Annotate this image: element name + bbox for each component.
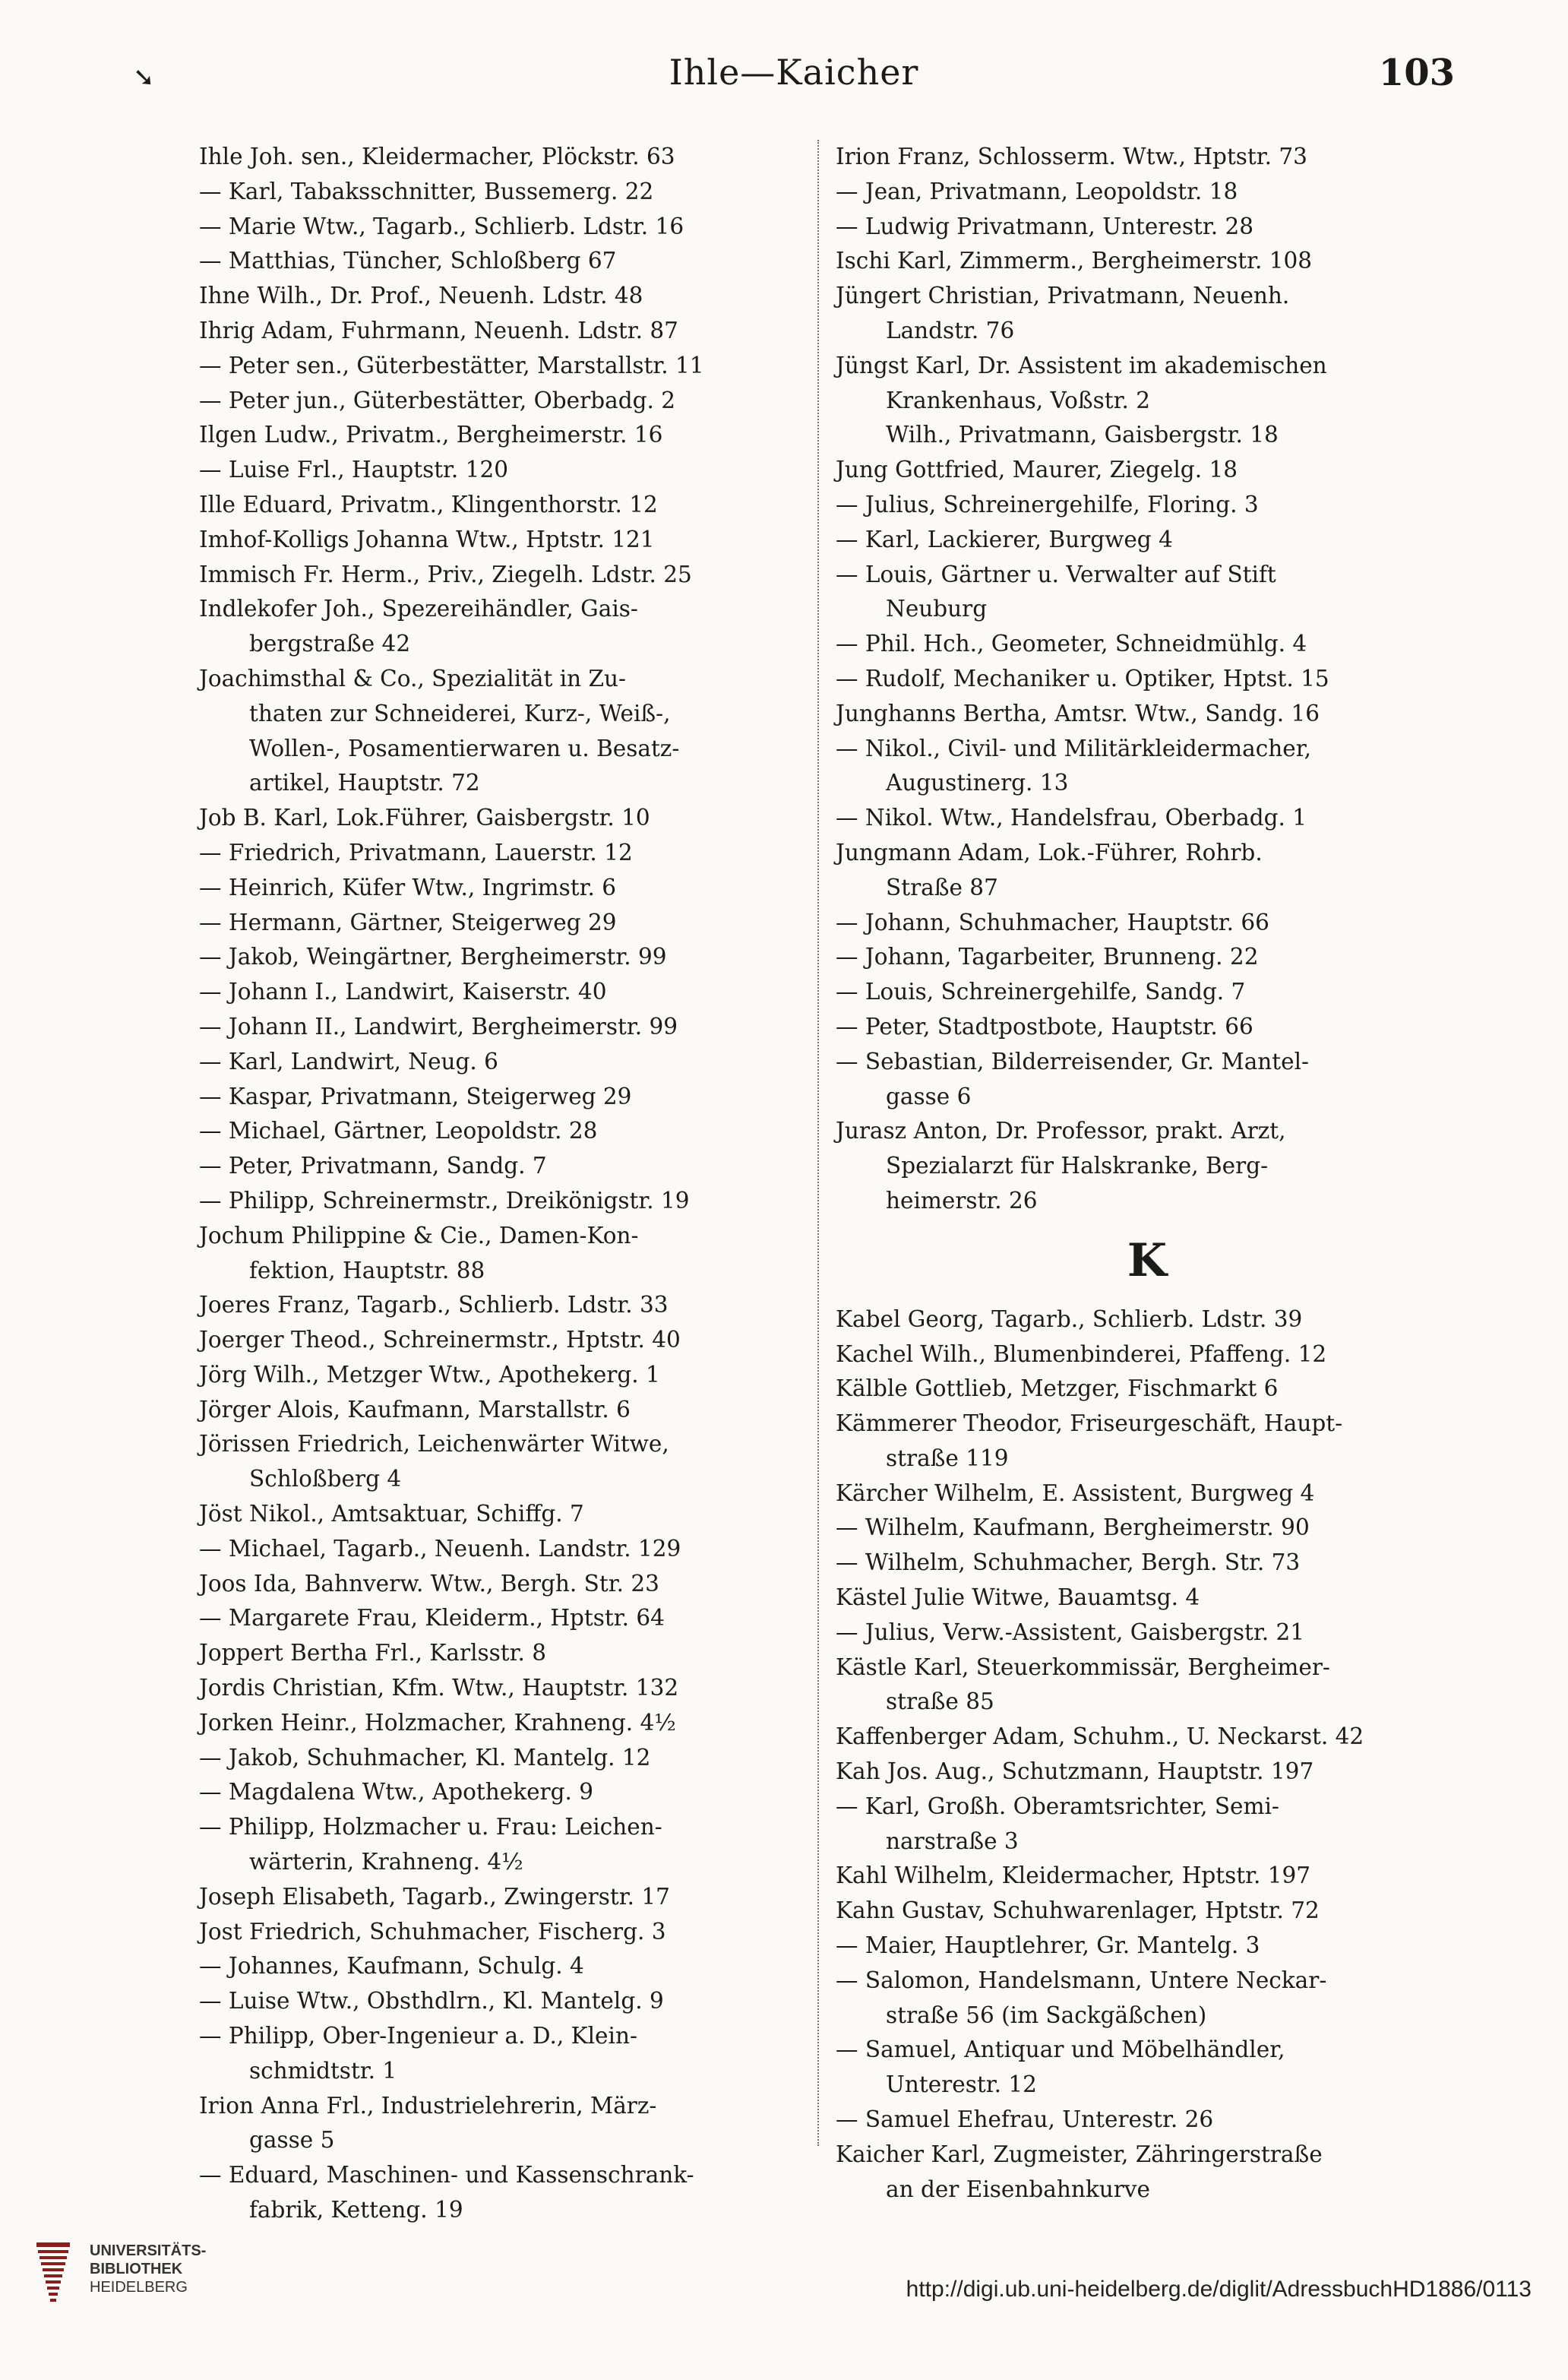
directory-entry: — Philipp, Schreinermstr., Dreikönigstr. 19 — [199, 1187, 690, 1214]
directory-entry: Ihne Wilh., Dr. Prof., Neuenh. Ldstr. 48 — [199, 283, 643, 309]
directory-entry: — Wilhelm, Schuhmacher, Bergh. Str. 73 — [836, 1549, 1301, 1576]
directory-entry: Kärcher Wilhelm, E. Assistent, Burgweg 4 — [836, 1480, 1315, 1506]
directory-entry: Jungmann Adam, Lok.-Führer, Rohrb. — [836, 839, 1263, 866]
directory-entry: Kahl Wilhelm, Kleidermacher, Hptstr. 197 — [836, 1863, 1311, 1889]
directory-entry: Jöst Nikol., Amtsaktuar, Schiffg. 7 — [199, 1501, 584, 1527]
directory-entry: — Johann, Schuhmacher, Hauptstr. 66 — [836, 909, 1269, 935]
directory-entry: — Eduard, Maschinen- und Kassenschrank- — [199, 2162, 694, 2189]
institution-line-1: UNIVERSITÄTS- — [90, 2242, 207, 2259]
page-header — [133, 46, 1455, 106]
directory-entry: Joachimsthal & Co., Spezialität in Zu- — [199, 665, 627, 692]
entry-continuation: Spezialarzt für Halskranke, Berg- — [886, 1153, 1269, 1179]
entry-continuation: artikel, Hauptstr. 72 — [249, 770, 480, 796]
directory-entry: — Johann, Tagarbeiter, Brunneng. 22 — [836, 944, 1259, 970]
source-url[interactable]: http://digi.ub.uni-heidelberg.de/diglit/AdressbuchHD1886/0113 — [906, 2277, 1532, 2302]
directory-entry: — Samuel, Antiquar und Möbelhändler, — [836, 2037, 1285, 2063]
directory-entry: — Julius, Schreinergehilfe, Floring. 3 — [836, 491, 1259, 517]
directory-entry: Joppert Bertha Frl., Karlsstr. 8 — [199, 1640, 547, 1666]
directory-entry: — Philipp, Ober-Ingenieur a. D., Klein- — [199, 2023, 637, 2049]
directory-entry: — Peter sen., Güterbestätter, Marstallstr. 11 — [199, 352, 704, 378]
directory-entry: Kälble Gottlieb, Metzger, Fischmarkt 6 — [836, 1375, 1279, 1402]
directory-entry: Job B. Karl, Lok.Führer, Gaisbergstr. 10 — [199, 805, 650, 831]
directory-entry: Irion Franz, Schlosserm. Wtw., Hptstr. 73 — [836, 144, 1307, 169]
directory-entry: — Karl, Landwirt, Neug. 6 — [199, 1048, 498, 1074]
directory-entry: — Salomon, Handelsmann, Untere Neckar- — [836, 1967, 1327, 1993]
directory-entry: Jorken Heinr., Holzmacher, Krahneng. 4½ — [199, 1709, 676, 1736]
directory-entry: Kah Jos. Aug., Schutzmann, Hauptstr. 197 — [836, 1758, 1314, 1785]
entry-continuation: Krankenhaus, Voßstr. 2 — [886, 387, 1150, 413]
directory-entry: — Rudolf, Mechaniker u. Optiker, Hptst. 15 — [836, 665, 1329, 692]
entry-continuation: gasse 5 — [249, 2127, 335, 2154]
entry-continuation: gasse 6 — [886, 1083, 972, 1109]
directory-entry: Ihle Joh. sen., Kleidermacher, Plöckstr. 63 — [199, 144, 675, 169]
page-number: 103 — [1378, 52, 1455, 94]
right-column-entries-k — [836, 1302, 1459, 2208]
entry-continuation: an der Eisenbahnkurve — [886, 2176, 1150, 2202]
directory-entry: Joeres Franz, Tagarb., Schlierb. Ldstr. 33 — [199, 1292, 669, 1318]
directory-entry: — Phil. Hch., Geometer, Schneidmühlg. 4 — [836, 631, 1307, 657]
directory-entry: Ille Eduard, Privatm., Klingenthorstr. 12 — [199, 491, 658, 517]
directory-entry: Jochum Philippine & Cie., Damen-Kon- — [199, 1222, 639, 1249]
directory-entry: — Friedrich, Privatmann, Lauerstr. 12 — [199, 839, 633, 866]
directory-entry: Kachel Wilh., Blumenbinderei, Pfaffeng. 12 — [836, 1340, 1327, 1367]
directory-entry: — Hermann, Gärtner, Steigerweg 29 — [199, 909, 617, 935]
directory-entry: — Louis, Gärtner u. Verwalter auf Stift — [836, 561, 1276, 587]
entry-continuation: wärterin, Krahneng. 4½ — [249, 1849, 523, 1875]
directory-entry: Kästle Karl, Steuerkommissär, Bergheimer- — [836, 1654, 1330, 1680]
directory-entry: Joseph Elisabeth, Tagarb., Zwingerstr. 17 — [199, 1883, 670, 1910]
directory-entry: Ilgen Ludw., Privatm., Bergheimerstr. 16 — [199, 422, 663, 448]
directory-entry: — Karl, Tabaksschnitter, Bussemerg. 22 — [199, 178, 654, 204]
directory-entry: — Jakob, Schuhmacher, Kl. Mantelg. 12 — [199, 1744, 651, 1771]
directory-entry: — Peter, Privatmann, Sandg. 7 — [199, 1153, 547, 1179]
directory-entry: Joos Ida, Bahnverw. Wtw., Bergh. Str. 23 — [199, 1570, 659, 1597]
directory-entry: Jörg Wilh., Metzger Wtw., Apothekerg. 1 — [199, 1361, 660, 1388]
column-divider — [817, 140, 819, 2146]
right-column-entries-i-j — [836, 140, 1459, 1219]
directory-entry: Kaffenberger Adam, Schuhm., U. Neckarst. 42 — [836, 1723, 1364, 1750]
pointer-mark: ➘ — [133, 62, 155, 93]
directory-entry: — Marie Wtw., Tagarb., Schlierb. Ldstr. 16 — [199, 213, 684, 239]
entry-continuation: Augustinerg. 13 — [886, 770, 1069, 796]
directory-entry: Immisch Fr. Herm., Priv., Ziegelh. Ldstr. 25 — [199, 561, 692, 587]
directory-entry: — Michael, Gärtner, Leopoldstr. 28 — [199, 1118, 598, 1144]
directory-entry: — Johann II., Landwirt, Bergheimerstr. 99 — [199, 1013, 678, 1040]
university-seal-icon — [30, 2238, 76, 2306]
directory-entry: — Nikol. Wtw., Handelsfrau, Oberbadg. 1 — [836, 805, 1307, 831]
entry-continuation: straße 56 (im Sackgäßchen) — [886, 2002, 1207, 2028]
directory-entry: Ischi Karl, Zimmerm., Bergheimerstr. 108 — [836, 248, 1313, 274]
running-head: Ihle—Kaicher — [669, 52, 919, 93]
left-column — [199, 140, 822, 2228]
section-letter: K — [1127, 1233, 1168, 1287]
entry-continuation: thaten zur Schneiderei, Kurz-, Weiß-, — [249, 700, 671, 726]
directory-entry: Indlekofer Joh., Spezereihändler, Gais- — [199, 596, 638, 622]
directory-entry: — Jean, Privatmann, Leopoldstr. 18 — [836, 178, 1238, 204]
directory-entry: Kaicher Karl, Zugmeister, Zähringerstraße — [836, 2141, 1323, 2167]
institution-name — [90, 2242, 206, 2296]
entry-continuation: Unterestr. 12 — [886, 2071, 1037, 2098]
page-footer — [0, 2219, 1568, 2380]
directory-entry: Kästel Julie Witwe, Bauamtsg. 4 — [836, 1584, 1200, 1611]
directory-entry: Jüngert Christian, Privatmann, Neuenh. — [836, 283, 1290, 309]
entry-continuation: Wilh., Privatmann, Gaisbergstr. 18 — [886, 422, 1279, 448]
directory-entry: — Samuel Ehefrau, Unterestr. 26 — [836, 2106, 1214, 2133]
directory-entry: — Ludwig Privatmann, Unterestr. 28 — [836, 213, 1253, 239]
directory-entry: Jüngst Karl, Dr. Assistent im akademischen — [836, 352, 1327, 378]
directory-entry: — Philipp, Holzmacher u. Frau: Leichen- — [199, 1814, 662, 1840]
entry-continuation: schmidtstr. 1 — [249, 2057, 397, 2084]
entry-continuation: Landstr. 76 — [886, 317, 1015, 343]
entry-continuation: Schloßberg 4 — [249, 1466, 402, 1492]
entry-continuation: Wollen-, Posamentierwaren u. Besatz- — [249, 735, 680, 761]
entry-continuation: bergstraße 42 — [249, 631, 411, 657]
entry-continuation: heimerstr. 26 — [886, 1187, 1038, 1214]
directory-entry: Kabel Georg, Tagarb., Schlierb. Ldstr. 39 — [836, 1306, 1303, 1332]
directory-entry: — Peter, Stadtpostbote, Hauptstr. 66 — [836, 1013, 1253, 1040]
directory-entry: Ihrig Adam, Fuhrmann, Neuenh. Ldstr. 87 — [199, 317, 678, 343]
directory-entry: — Nikol., Civil- und Militärkleidermacher, — [836, 735, 1311, 761]
entry-continuation: straße 85 — [886, 1688, 994, 1715]
institution-line-2: BIBLIOTHEK — [90, 2261, 183, 2277]
directory-entry: Jörger Alois, Kaufmann, Marstallstr. 6 — [199, 1396, 631, 1423]
directory-entry: — Karl, Lackierer, Burgweg 4 — [836, 526, 1173, 552]
entry-continuation: fabrik, Ketteng. 19 — [249, 2197, 463, 2223]
directory-entry: Irion Anna Frl., Industrielehrerin, März- — [199, 2092, 657, 2119]
directory-entry: Jost Friedrich, Schuhmacher, Fischerg. 3 — [199, 1918, 666, 1945]
directory-entry: — Johann I., Landwirt, Kaiserstr. 40 — [199, 979, 607, 1005]
directory-entry: — Sebastian, Bilderreisender, Gr. Mantel- — [836, 1048, 1310, 1074]
directory-entry: — Maier, Hauptlehrer, Gr. Mantelg. 3 — [836, 1932, 1260, 1959]
directory-entry: Imhof-Kolligs Johanna Wtw., Hptstr. 121 — [199, 526, 655, 552]
directory-entry: — Luise Frl., Hauptstr. 120 — [199, 457, 508, 483]
directory-entry: Jurasz Anton, Dr. Professor, prakt. Arzt, — [836, 1118, 1286, 1144]
directory-entry: — Julius, Verw.-Assistent, Gaisbergstr. 21 — [836, 1619, 1304, 1645]
directory-entry: Junghanns Bertha, Amtsr. Wtw., Sandg. 16 — [836, 700, 1320, 726]
entry-continuation: Neuburg — [886, 596, 988, 622]
right-column — [836, 140, 1459, 2207]
directory-entry: Kahn Gustav, Schuhwarenlager, Hptstr. 72 — [836, 1897, 1320, 1924]
directory-entry: Jörissen Friedrich, Leichenwärter Witwe, — [199, 1431, 669, 1457]
directory-entry: — Michael, Tagarb., Neuenh. Landstr. 129 — [199, 1535, 681, 1562]
directory-entry: Joerger Theod., Schreinermstr., Hptstr. 40 — [199, 1327, 681, 1353]
directory-entry: — Johannes, Kaufmann, Schulg. 4 — [199, 1953, 584, 1980]
entry-continuation: straße 119 — [886, 1445, 1009, 1471]
directory-entry: — Kaspar, Privatmann, Steigerweg 29 — [199, 1083, 632, 1109]
entry-continuation: fektion, Hauptstr. 88 — [249, 1257, 485, 1283]
entry-continuation: Straße 87 — [886, 874, 998, 900]
directory-entry: Kämmerer Theodor, Friseurgeschäft, Haupt- — [836, 1410, 1343, 1437]
directory-entry: — Karl, Großh. Oberamtsrichter, Semi- — [836, 1793, 1279, 1819]
directory-entry: — Magdalena Wtw., Apothekerg. 9 — [199, 1779, 594, 1806]
institution-line-3: HEIDELBERG — [90, 2279, 188, 2296]
directory-entry: — Matthias, Tüncher, Schloßberg 67 — [199, 248, 617, 274]
directory-entry: — Peter jun., Güterbestätter, Oberbadg. 2 — [199, 387, 676, 413]
directory-entry: — Luise Wtw., Obsthdlrn., Kl. Mantelg. 9 — [199, 1988, 664, 2014]
directory-entry: — Louis, Schreinergehilfe, Sandg. 7 — [836, 979, 1246, 1005]
directory-entry: — Margarete Frau, Kleiderm., Hptstr. 64 — [199, 1605, 665, 1632]
directory-entry: — Wilhelm, Kaufmann, Bergheimerstr. 90 — [836, 1514, 1310, 1541]
directory-entry: Jordis Christian, Kfm. Wtw., Hauptstr. 132 — [199, 1675, 679, 1701]
directory-entry: — Heinrich, Küfer Wtw., Ingrimstr. 6 — [199, 874, 617, 900]
entry-continuation: narstraße 3 — [886, 1828, 1019, 1854]
directory-entry: — Jakob, Weingärtner, Bergheimerstr. 99 — [199, 944, 667, 970]
directory-entry: Jung Gottfried, Maurer, Ziegelg. 18 — [836, 457, 1238, 483]
